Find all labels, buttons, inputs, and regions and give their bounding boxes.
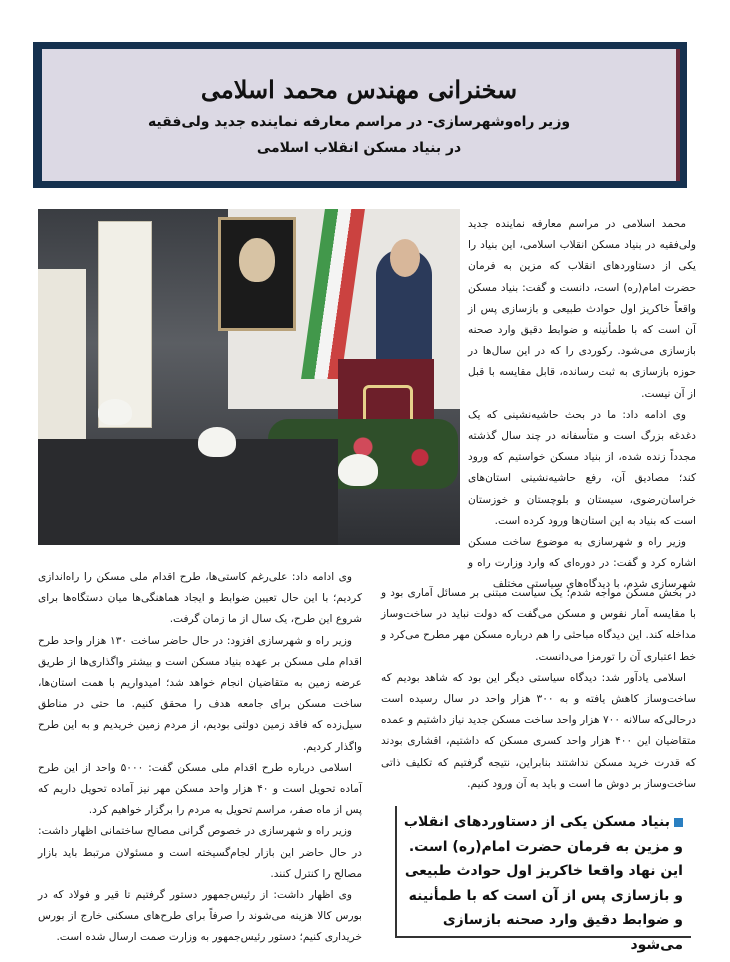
paragraph: وزیر راه و شهرسازی به موضوع ساخت مسکن اشاره کرد و گفت: در دوره‌ای که وارد وزارت راه و شهرسازی شدم، با دیدگاه‌های سیاستی مختلف <box>468 536 696 591</box>
paragraph: در بخش مسکن مواجه شدم؛ یک سیاست مبتنی بر مسائل آماری بود و با مقایسه آمار نفوس و مسکن می‌گفت که دولت نباید در ساخت‌وساز مداخله کند. این دیدگاه مباحثی را هم درباره مسکن مهر مطرح می‌کرد و خط اعتباری آن را تورمزا می‌دانست. <box>381 587 696 663</box>
photo-banner <box>98 221 152 428</box>
article-subtitle-line1: وزیر راه‌وشهرسازی- در مراسم معارفه نماینده جدید ولی‌فقیه <box>147 113 571 130</box>
photo-audience <box>38 439 338 545</box>
photo-audience-turban <box>198 427 236 457</box>
paragraph: اسلامی درباره طرح اقدام ملی مسکن گفت: ۵۰۰۰ واحد از این طرح آماده تحویل است و ۴۰ هزار واحد مسکن مهر نیز آماده تحویل داریم که پس از ماه صفر، مراسم تحویل به مردم را برگزار خواهیم کرد. <box>38 761 362 817</box>
article-column-left <box>38 567 362 949</box>
square-bullet-icon <box>674 818 683 827</box>
paragraph: وی ادامه داد: ما در بحث حاشیه‌نشینی که یک دغدغه بزرگ است و متأسفانه در چند سال گذشته مجدداً زنده شده، از بنیاد مسکن خواستیم که ورود کند؛ مصادیق آن، رفع حاشیه‌نشینی استان‌های خراسان‌رضوی، سیستان و بلوچستان و خوزستان است که بنیاد به این استان‌ها ورود کرده است. <box>468 408 696 527</box>
pull-quote <box>395 806 691 953</box>
article-title: سخنرانی مهندس محمد اسلامی <box>200 74 518 104</box>
photo-speaker-head <box>390 239 420 277</box>
paragraph: وزیر راه و شهرسازی افزود: در حال حاضر ساخت ۱۳۰ هزار واحد طرح اقدام ملی مسکن بر عهده بنیاد مسکن است و بیشتر واگذاری‌ها از طریق عرضه زمین به متقاضیان انجام خواهد شد؛ امیدواریم با همت استان‌ها، ساخت مسکن برای جامعه هدف را محقق کنیم. ما حتی در مناطق سیل‌زده که فاقد زمین دولتی بودیم، از مردم زمین خریدیم و به این طرح واگذار کردیم. <box>38 634 362 753</box>
photo-portrait <box>218 217 296 331</box>
header-panel <box>42 49 680 181</box>
article-subtitle-line2: در بنیاد مسکن انقلاب اسلامی <box>256 139 462 156</box>
photo-audience-turban <box>98 399 132 425</box>
article-column-right-top <box>468 214 696 596</box>
article-column-right-bottom <box>381 583 696 795</box>
pull-quote-text: بنیاد مسکن یکی از دستاوردهای انقلاب و مزین به فرمان حضرت امام(ره) است. این نهاد واقعا خاکریز اول حوادث طبیعی و بازسازی پس از آن است که با طمأنینه و ضوابط دقیق وارد صحنه بازسازی می‌شود <box>403 814 683 953</box>
photo-audience-turban <box>338 454 378 486</box>
paragraph: وی اظهار داشت: از رئیس‌جمهور دستور گرفتیم تا قیر و فولاد که در بورس کالا هزینه می‌شوند را صرفاً برای طرح‌های مسکنی خارج از بورس خریداری کنیم؛ دستور رئیس‌جمهور به وزارت صمت ارسال شده است. <box>38 889 362 944</box>
paragraph: وی ادامه داد: علی‌رغم کاستی‌ها، طرح اقدام ملی مسکن را راه‌اندازی کردیم؛ با این حال تعیین ضوابط و ایجاد هماهنگی‌ها میان دستگاه‌ها برای شروع این طرح، یک سال از ما زمان گرفت. <box>38 571 362 626</box>
paragraph: محمد اسلامی در مراسم معارفه نماینده جدید ولی‌فقیه در بنیاد مسکن انقلاب اسلامی، این بنیاد را یکی از دستاوردهای انقلاب که مزین به فرمان حضرت امام(ره) است، دانست و گفت: بنیاد مسکن واقعاً خاکریز اول حوادث طبیعی و بازسازی پس از آن است که با طمأنینه و ضوابط دقیق وارد صحنه بازسازی می‌شود. رکوردی را که در این سال‌ها در حوزه بازسازی به ثبت رسانده، قابل مقایسه با قبل از آن نیست. <box>468 218 696 400</box>
paragraph: وزیر راه و شهرسازی در خصوص گرانی مصالح ساختمانی اظهار داشت: در حال حاضر این بازار لجام‌گسیخته است و مسئولان مرتبط باید بازار مصالح را کنترل کنند. <box>38 825 362 880</box>
event-photo <box>38 209 460 545</box>
paragraph: اسلامی یادآور شد: دیدگاه سیاستی دیگر این بود که شاهد بودیم که ساخت‌وساز کاهش یافته و به ۳۰۰ هزار واحد در سال رسیده است درحالی‌که سالانه ۷۰۰ هزار واحد ساخت مسکن جدید نیاز داشتیم و عمده متقاضیان این ۴۰۰ هزار واحد کسری مسکن که داشتیم، اقشاری بودند که قدرت خرید مسکن نداشتند بنابراین، نتیجه گرفتیم که تکلیف ذاتی ساخت‌وساز بر دوش ما است و باید به آن ورود کنیم. <box>381 671 697 790</box>
